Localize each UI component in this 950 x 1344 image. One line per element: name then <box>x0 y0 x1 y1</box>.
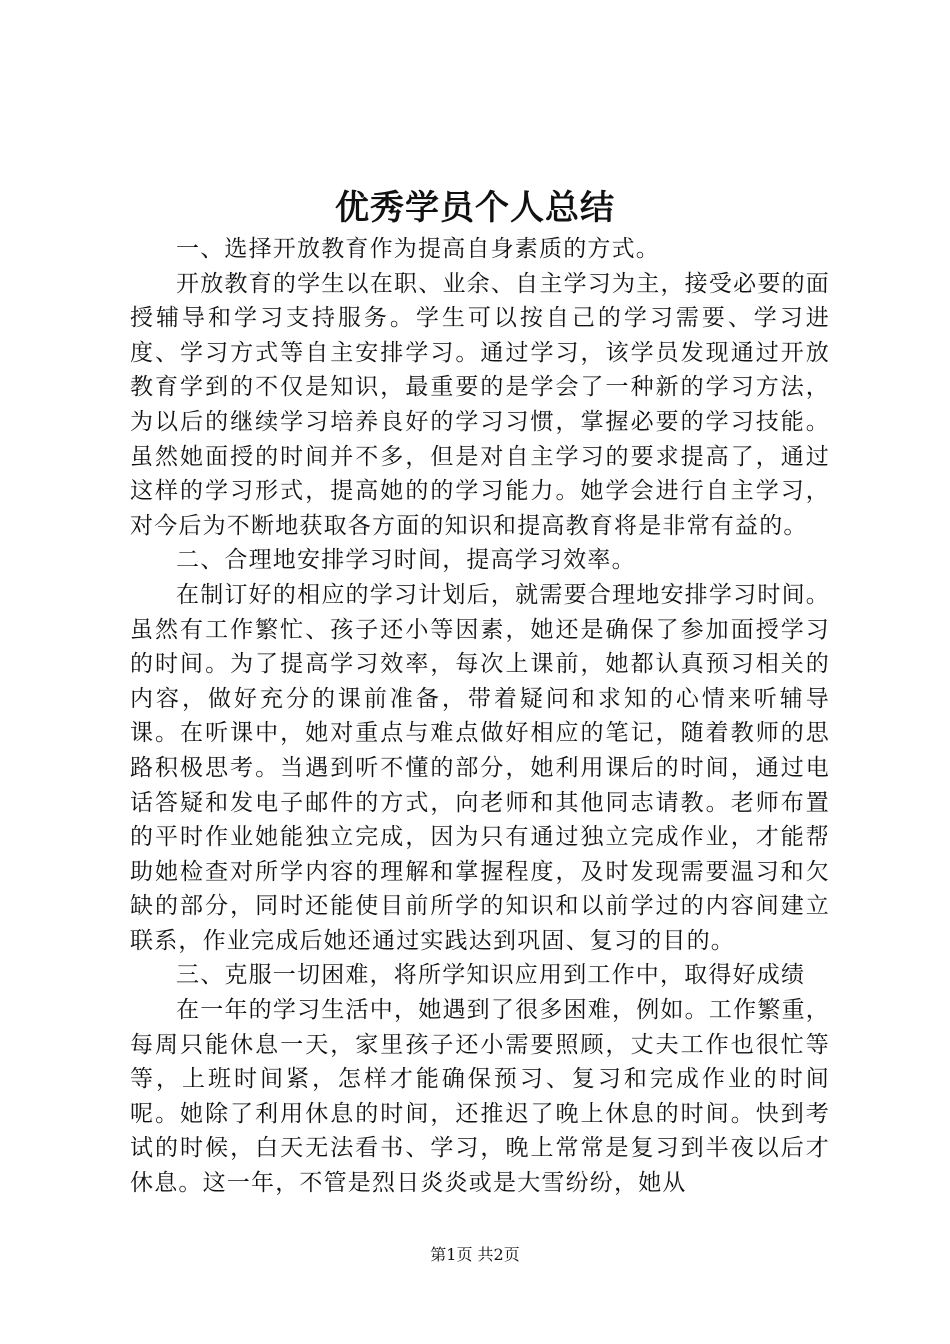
page-number-footer: 第1页 共2页 <box>430 1245 520 1264</box>
document-body <box>130 232 830 1201</box>
body-paragraph-2: 在制订好的相应的学习计划后，就需要合理地安排学习时间。虽然有工作繁忙、孩子还小等因素，她还是确保了参加面授学习的时间。为了提高学习效率，每次上课前，她都认真预习相关的内容，做好充分的课前准备，带着疑问和求知的心情来听辅导课。在听课中，她对重点与难点做好相应的笔记，随着教师的思路积极思考。当遇到听不懂的部分，她利用课后的时间，通过电话答疑和发电子邮件的方式，向老师和其他同志请教。老师布置的平时作业她能独立完成，因为只有通过独立完成作业，才能帮助她检查对所学内容的理解和掌握程度，及时发现需要温习和欠缺的部分，同时还能使目前所学的知识和以前学过的内容间建立联系，作业完成后她还通过实践达到巩固、复习的目的。 <box>130 581 830 954</box>
section-heading-1: 一、选择开放教育作为提高自身素质的方式。 <box>176 236 660 262</box>
section-heading-3: 三、克服一切困难，将所学知识应用到工作中，取得好成绩 <box>176 962 806 989</box>
document-title: 优秀学员个人总结 <box>335 188 615 228</box>
body-paragraph-3: 在一年的学习生活中，她遇到了很多困难，例如。工作繁重，每周只能休息一天，家里孩子还小需要照顾，丈夫工作也很忙等等，上班时间紧，怎样才能确保预习、复习和完成作业的时间呢。她除了利用休息的时间，还推迟了晚上休息的时间。快到考试的时候，白天无法看书、学习，晚上常常是复习到半夜以后才休息。这一年，不管是烈日炎炎或是大雪纷纷，她从 <box>130 997 830 1197</box>
body-paragraph-1: 开放教育的学生以在职、业余、自主学习为主，接受必要的面授辅导和学习支持服务。学生可以按自己的学习需要、学习进度、学习方式等自主安排学习。通过学习，该学员发现通过开放教育学到的不仅是知识，最重要的是学会了一种新的学习方法，为以后的继续学习培养良好的学习习惯，掌握必要的学习技能。虽然她面授的时间并不多，但是对自主学习的要求提高了，通过这样的学习形式，提高她的的学习能力。她学会进行自主学习，对今后为不断地获取各方面的知识和提高教育将是非常有益的。 <box>130 270 830 539</box>
section-heading-2: 二、合理地安排学习时间，提高学习效率。 <box>176 547 636 574</box>
